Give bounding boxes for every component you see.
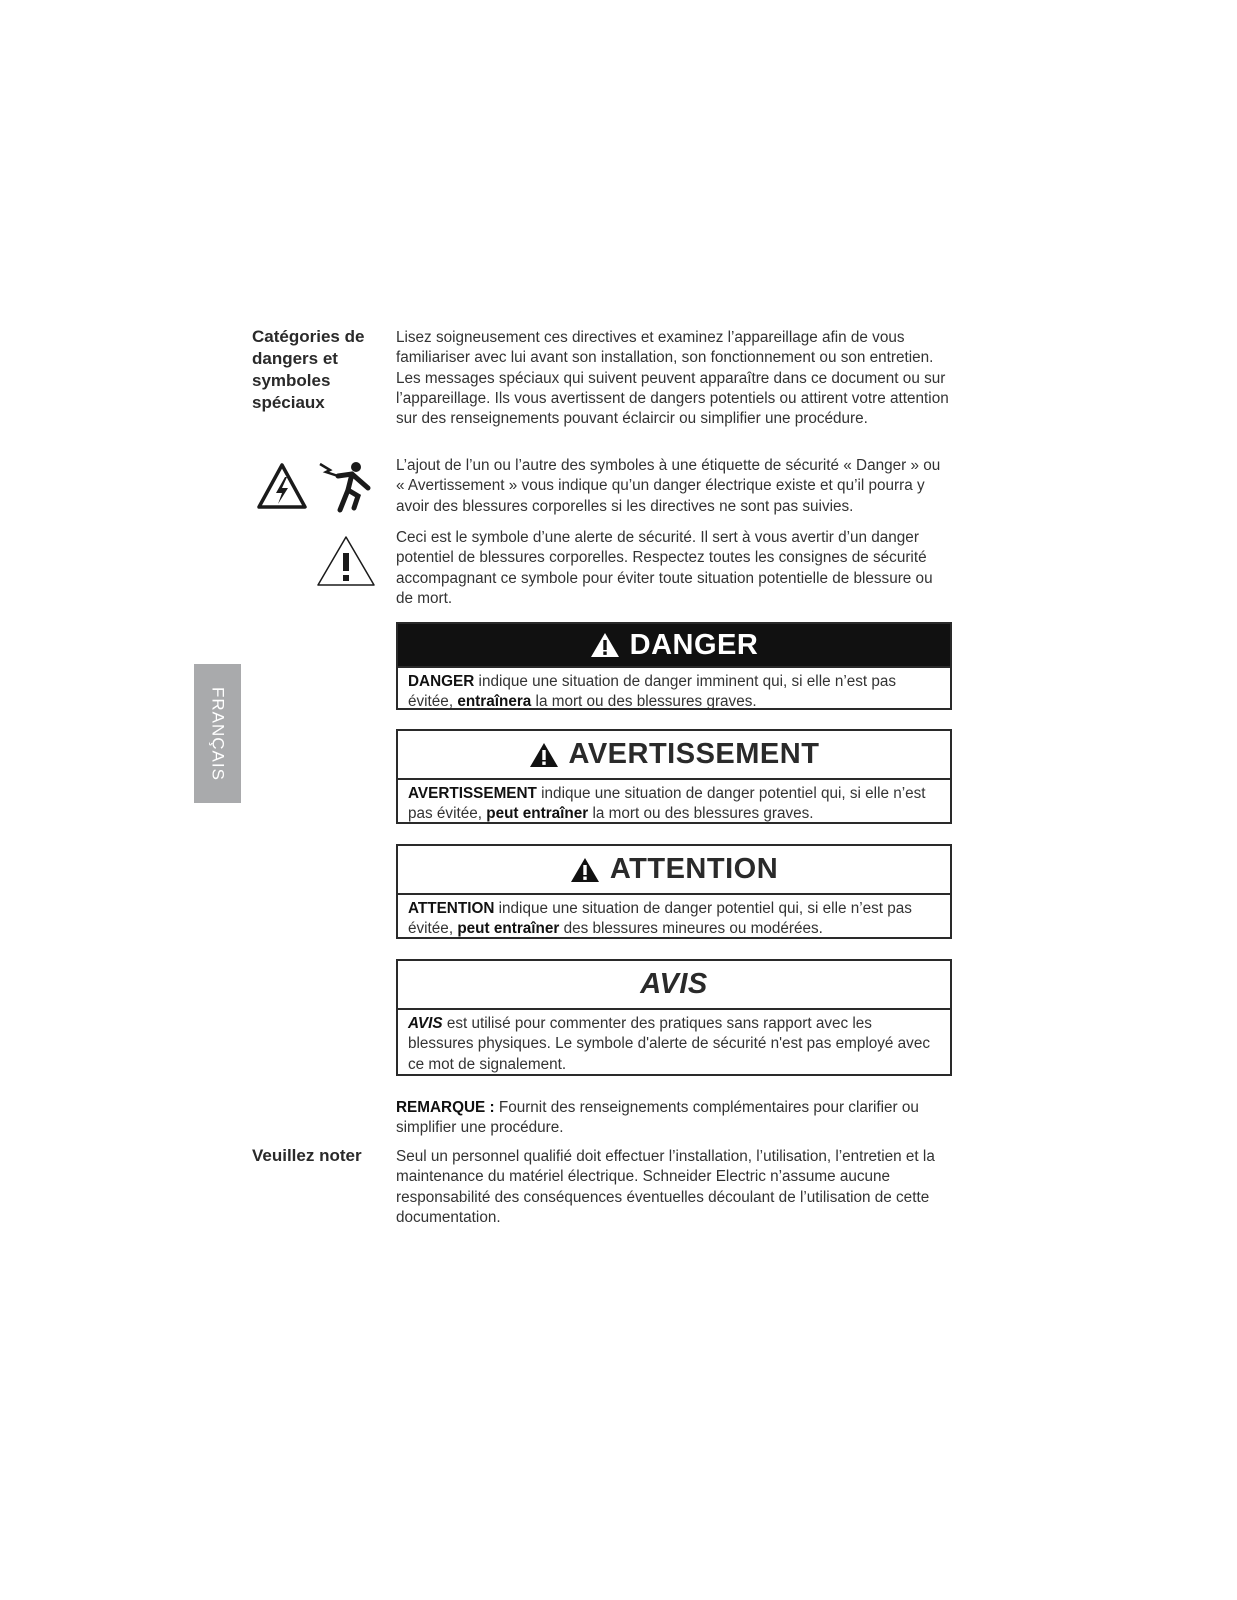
heading-line: Catégories de bbox=[252, 327, 365, 346]
avis-header bbox=[398, 961, 950, 1010]
attention-emphasis: peut entraîner bbox=[457, 920, 560, 938]
avis-box bbox=[396, 959, 952, 1076]
avertissement-description bbox=[398, 780, 950, 827]
attention-description bbox=[398, 895, 950, 942]
avertissement-box bbox=[396, 729, 952, 824]
section-heading-veuillez-noter: Veuillez noter bbox=[252, 1146, 362, 1165]
avertissement-term: AVERTISSEMENT bbox=[408, 785, 537, 802]
remarque-text: Fournit des renseignements complémentaires pour clarifier ou simplifier une procédure. bbox=[396, 1099, 919, 1137]
attention-box bbox=[396, 844, 952, 939]
remarque-label: REMARQUE : bbox=[396, 1099, 495, 1116]
danger-text-end: la mort ou des blessures graves. bbox=[531, 693, 757, 711]
safety-alert-triangle-icon bbox=[316, 535, 376, 592]
attention-text-end: des blessures mineures ou modérées. bbox=[559, 920, 823, 938]
avertissement-title: AVERTISSEMENT bbox=[568, 738, 820, 770]
attention-text: indique une situation de danger potentiel qui, si elle n’est pas évitée, bbox=[408, 900, 912, 938]
warning-triangle-icon bbox=[590, 632, 620, 658]
danger-header bbox=[398, 624, 950, 668]
electrical-hazard-triangle-icon bbox=[256, 462, 308, 515]
danger-title: DANGER bbox=[629, 628, 759, 661]
intro-paragraph: Lisez soigneusement ces directives et examinez l’appareillage afin de vous familiariser avec lui avant son installation, son fonctionnement ou son entretien. Les messages spéciaux qui suivent peuvent apparaître dans ce document ou sur l’appareillage. Ils vous avertissent de dangers potentiels ou attirent votre attention sur des renseignements pouvant éclaircir ou simplifier une procédure. bbox=[396, 329, 949, 428]
avertissement-text: indique une situation de danger potentiel qui, si elle n’est pas évitée, bbox=[408, 785, 926, 823]
safety-alert-paragraph: Ceci est le symbole d’une alerte de sécurité. Il sert à vous avertir d’un danger potentiel de blessures corporelles. Respectez toutes les consignes de sécurité accompagnant ce symbole pour éviter toute situation potentielle de blessure ou de mort. bbox=[396, 529, 933, 607]
section-heading-categories bbox=[252, 326, 364, 414]
avertissement-emphasis: peut entraîner bbox=[486, 805, 589, 823]
veuillez-noter-paragraph: Seul un personnel qualifié doit effectuer l’installation, l’utilisation, l’entretien et la maintenance du matériel électrique. Schneider Electric n’assume aucune responsabilité des conséquences éventuelles découlant de l’utilisation de cette documentation. bbox=[396, 1148, 935, 1226]
language-tab bbox=[194, 664, 241, 803]
electrocution-person-icon bbox=[318, 460, 376, 519]
danger-emphasis: entraînera bbox=[457, 693, 532, 711]
remarque-note bbox=[396, 1098, 952, 1139]
avis-term: AVIS bbox=[408, 1015, 443, 1032]
attention-header bbox=[398, 846, 950, 895]
danger-text: indique une situation de danger imminent qui, si elle n’est pas évitée, bbox=[408, 673, 897, 711]
danger-term: DANGER bbox=[408, 673, 475, 690]
avertissement-header bbox=[398, 731, 950, 780]
electrical-hazard-paragraph: L’ajout de l’un ou l’autre des symboles à une étiquette de sécurité « Danger » ou « Avertissement » vous indique qu’un danger électrique existe et qu’il pourra y avoir des blessures corporelles si les directives ne sont pas suivies. bbox=[396, 457, 941, 515]
attention-term: ATTENTION bbox=[408, 900, 495, 917]
warning-triangle-icon bbox=[570, 857, 600, 883]
danger-box bbox=[396, 622, 952, 710]
heading-line: symboles bbox=[252, 371, 331, 390]
danger-description bbox=[398, 668, 950, 715]
heading-line: dangers et bbox=[252, 349, 338, 368]
heading-line: spéciaux bbox=[252, 393, 325, 412]
avis-description bbox=[398, 1010, 950, 1077]
avis-title: AVIS bbox=[640, 968, 708, 1000]
avis-text: est utilisé pour commenter des pratiques sans rapport avec les blessures physiques. Le symbole d'alerte de sécurité n'est pas employé avec ce mot de signalement. bbox=[408, 1015, 930, 1073]
warning-triangle-icon bbox=[529, 742, 559, 768]
avertissement-text-end: la mort ou des blessures graves. bbox=[588, 805, 814, 823]
attention-title: ATTENTION bbox=[609, 853, 779, 885]
language-tab-label: FRANÇAIS bbox=[208, 686, 228, 781]
